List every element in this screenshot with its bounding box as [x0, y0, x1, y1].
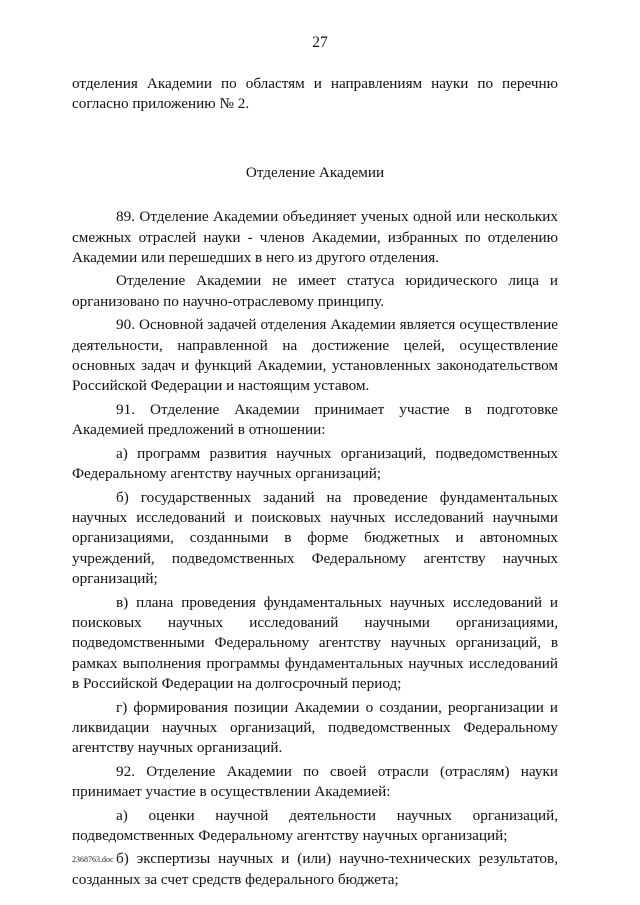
paragraph-91-g: г) формирования позиции Академии о создании, реорганизации и ликвидации научных организаций, подведомственных Федеральному агентству научных организаций. — [72, 698, 558, 757]
paragraph-91-b: б) государственных заданий на проведение фундаментальных научных исследований и поисковых научных исследований научными организациями, созданными в форме бюджетных и автономных учреждений, подведомственных Федеральному агентству научных организаций; — [72, 488, 558, 588]
paragraph-90: 90. Основной задачей отделения Академии является осуществление деятельности, направленной на достижение целей, осуществление основных задач и функций Академии, установленных законодательством Российской Федерации и настоящим уставом. — [72, 316, 558, 395]
section-heading: Отделение Академии — [245, 163, 385, 181]
intro-paragraph: отделения Академии по областям и направлениям науки по перечню согласно приложению № 2. — [72, 75, 558, 113]
paragraph-89: 89. Отделение Академии объединяет ученых одной или нескольких смежных отраслей науки - членов Академии, избранных по отделению Академии или перешедших в него из другого отделения. — [72, 208, 558, 267]
paragraph-91: 91. Отделение Академии принимает участие в подготовке Академией предложений в отношении: — [72, 400, 558, 439]
paragraph-92: 92. Отделение Академии по своей отрасли (отраслям) науки принимает участие в осуществлении Академией: — [72, 762, 558, 801]
file-name-footer: 2368763.doc — [72, 855, 114, 864]
document-body — [72, 74, 558, 890]
paragraph-89-continued: Отделение Академии не имеет статуса юридического лица и организовано по научно-отраслевому принципу. — [72, 272, 558, 310]
paragraph-92-b: б) экспертизы научных и (или) научно-технических результатов, созданных за счет средств федерального бюджета; — [72, 850, 558, 888]
paragraph-91-v: в) плана проведения фундаментальных научных исследований и поисковых научных исследований научными организациями, подведомственными Федеральному агентству научных организаций, в рамках выполнения программы фундаментальных научных исследований в Российской Федерации на долгосрочный период; — [72, 593, 558, 693]
paragraph-92-a: а) оценки научной деятельности научных организаций, подведомственных Федеральному агентству научных организаций; — [72, 806, 558, 844]
page-number: 27 — [312, 34, 328, 51]
paragraph-91-a: а) программ развития научных организаций, подведомственных Федеральному агентству научных организаций; — [72, 444, 558, 483]
